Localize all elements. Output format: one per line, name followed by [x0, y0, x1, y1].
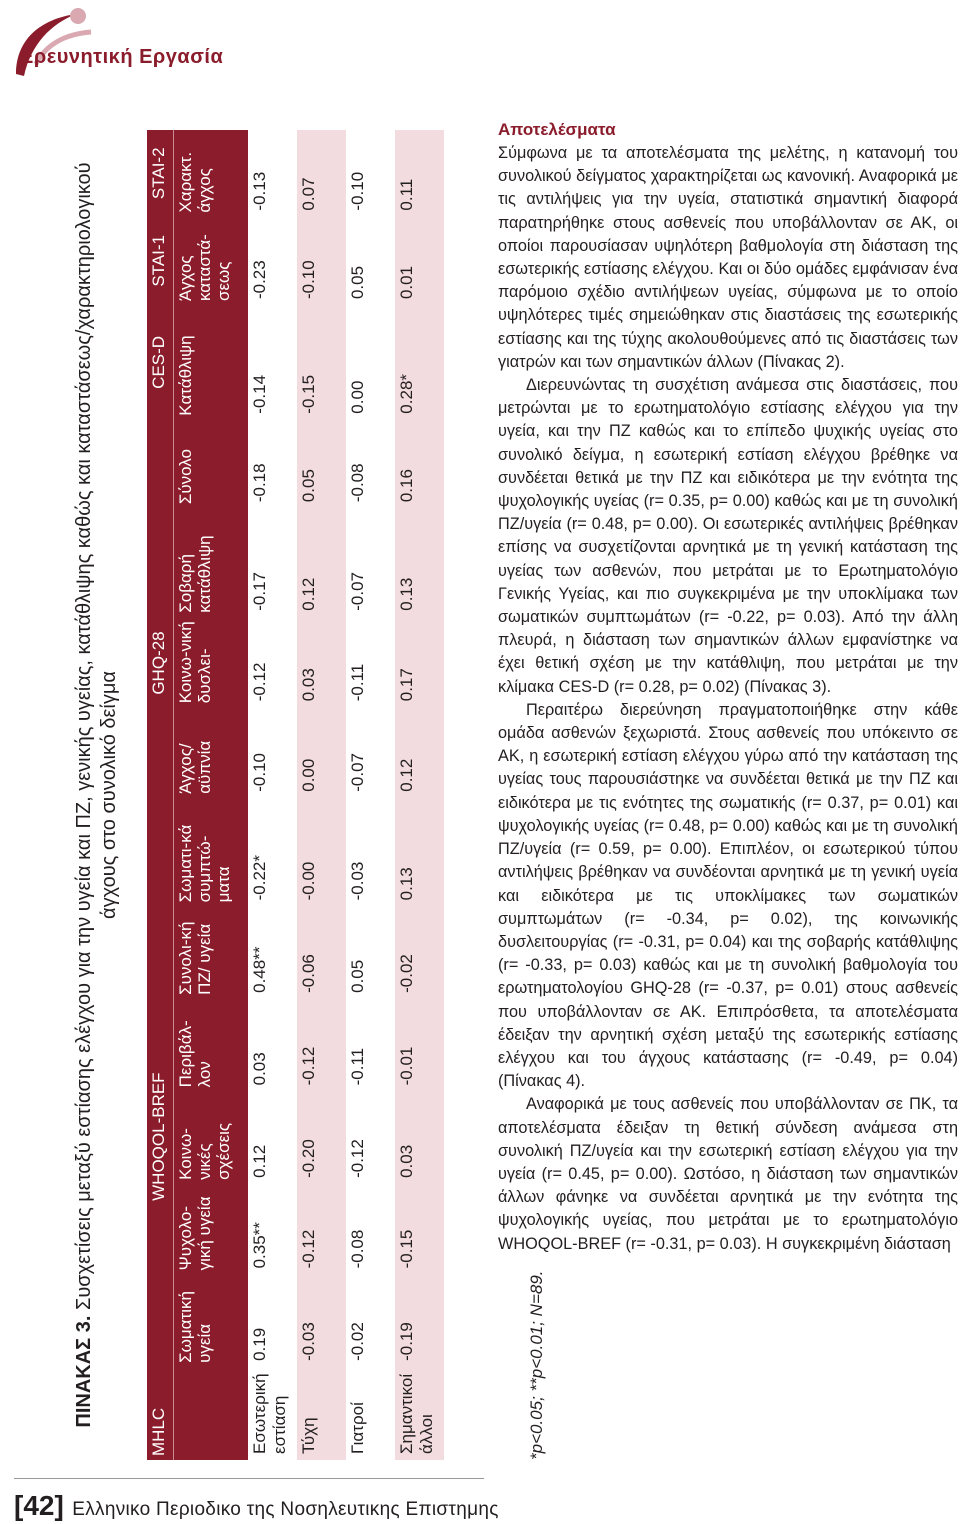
table-cell: 0.12: [248, 1091, 297, 1184]
table-row: [395, 130, 444, 1460]
table-cell: -0.12: [297, 1184, 346, 1275]
table-cell: -0.07: [346, 508, 395, 617]
column-header: Άγχος καταστά-σεως: [174, 217, 249, 305]
column-header: Σύνολο: [174, 420, 249, 508]
table-cell: 0.03: [395, 1091, 444, 1184]
table-title-text: Συσχετίσεις μεταξύ εστίασης ελέγχου για την υγεία και ΠΖ, γενικής υγείας, κατάθλιψης καθώς και καταστάσεως/χαρακτηριολογικού άγχους στο συνολικό δείγμα: [73, 162, 120, 1316]
group-stai2: STAI-2: [147, 130, 174, 217]
table-cell: 0.12: [297, 508, 346, 617]
table-cell: -0.12: [346, 1091, 395, 1184]
paragraph: Διερευνώντας τη συσχέτιση ανάμεσα στις διαστάσεις, που μετρώνται με το ερωτηματολόγιο εστίασης ελέγχου για την υγεία, και την ΠΖ καθώς και το επίπεδο ψυχικής υγείας στο συνολικό δείγμα, η εσωτερική εστίαση ελέγχου βρέθηκε να συνδέεται θετικά με την ΠΖ και ειδικότερα με την ενότητα της ψυχολογικής υγείας (r= 0.35, p= 0.00) καθώς και με τη συνολική ΠΖ/υγεία (r= 0.48, p= 0.00). Οι εσωτερικές αντιλήψεις βρέθηκαν επίσης να συσχετίζονται αρνητικά με τη γενική κατάσταση της υγείας των ασθενών, που μετράται με το Ερωτηματολόγιο Γενικής Υγείας, και πιο συγκεκριμένα με την υποκλίμακα των σωματικών συμπτωμάτων (r= -0.22, p= 0.03). Από την άλλη πλευρά, η διάσταση των σημαντικών άλλων εμφανίστηκε να έχει θετική σχέση με την κατάθλιψη, που μετράται με την κλίμακα CES-D (r= 0.28, p= 0.02) (Πίνακας 3).: [498, 376, 958, 696]
table-cell: 0.05: [346, 906, 395, 999]
table-cell: -0.08: [346, 420, 395, 508]
table-cell: -0.17: [248, 508, 297, 617]
row-label: Τύχη: [297, 1367, 346, 1460]
table-cell: -0.11: [346, 617, 395, 708]
table-cell: -0.08: [346, 1184, 395, 1275]
table-cell: 0.48**: [248, 906, 297, 999]
footer-divider: [14, 1478, 484, 1479]
table-cell: -0.01: [395, 999, 444, 1092]
table-cell: 0.07: [297, 130, 346, 217]
column-header: Περιβάλ-λον: [174, 999, 249, 1092]
row-label: Σημαντικοί άλλοι: [395, 1367, 444, 1460]
table-cell: -0.23: [248, 217, 297, 305]
table-cell: 0.13: [395, 508, 444, 617]
group-whoqol: WHOQOL-BREF: [147, 906, 174, 1367]
table-cell: 0.12: [395, 707, 444, 798]
table-cell: 0.03: [248, 999, 297, 1092]
table-cell: 0.28*: [395, 305, 444, 420]
table-cell: 0.35**: [248, 1184, 297, 1275]
table-cell: 0.17: [395, 617, 444, 708]
results-heading: Αποτελέσματα: [498, 120, 616, 139]
table-row: [248, 130, 297, 1460]
column-header: Χαρακτ. άγχος: [174, 130, 249, 217]
table-cell: -0.15: [395, 1184, 444, 1275]
table-cell: 0.19: [248, 1274, 297, 1367]
journal-name: Ελληνικο Περιοδικο της Νοσηλευτικης Επιστημης: [72, 1499, 499, 1520]
table-cell: -0.14: [248, 305, 297, 420]
column-header: Συνολι-κή ΠΖ/ υγεία: [174, 906, 249, 999]
table-cell: 0.01: [395, 217, 444, 305]
table-cell: 0.00: [346, 305, 395, 420]
row-label: Γιατροί: [346, 1367, 395, 1460]
column-header: Σοβαρή κατάθλιψη: [174, 508, 249, 617]
table-cell: 0.11: [395, 130, 444, 217]
table-cell: 0.00: [297, 707, 346, 798]
rotated-table-block: [72, 0, 572, 1460]
table-cell: 0.03: [297, 617, 346, 708]
column-header: Κατάθλιψη: [174, 305, 249, 420]
table-row: [297, 130, 346, 1460]
column-header: Κοινω-νική δυσλει-: [174, 617, 249, 708]
column-header: Κοινω-νικές σχέσεις: [174, 1091, 249, 1184]
page-number: [42]: [14, 1490, 64, 1521]
header-blank: [174, 1367, 249, 1460]
table-cell: -0.03: [346, 798, 395, 907]
group-stai1: STAI-1: [147, 217, 174, 305]
column-header: Σωματι-κά συμπτώ-ματα: [174, 798, 249, 907]
table-cell: -0.22*: [248, 798, 297, 907]
table-cell: -0.12: [248, 617, 297, 708]
table-cell: -0.10: [248, 707, 297, 798]
table-cell: 0.05: [297, 420, 346, 508]
correlation-table: [147, 130, 444, 1460]
column-header: Άγχος/ αϋπνία: [174, 707, 249, 798]
table-footnote: *p<0.05; **p<0.01; N=89.: [527, 1270, 546, 1460]
table-cell: -0.06: [297, 906, 346, 999]
paragraph: Περαιτέρω διερεύνηση πραγματοποιήθηκε στην κάθε ομάδα ασθενών ξεχωριστά. Στους ασθενείς που υπόκειντο σε ΑΚ, η εσωτερική εστίαση ελέγχου γύρω από την κατάσταση της υγείας τους παρουσιάστηκε να συνδέεται θετικά με την ΠΖ και ειδικότερα με τις ενότητες της σωματικής (r= 0.37, p= 0.01) και ψυχολογικής υγείας (r= 0.48, p= 0.00) καθώς και με τη συνολική ΠΖ/υγεία (r= 0.59, p= 0.00). Επιπλέον, οι εσωτερικού τύπου αντιλήψεις βρέθηκαν να συνδέονται αρνητικά με τη γενική υγεία και ειδικότερα με τις υποκλίμακες των σωματικών συμπτωμάτων (r= -0.34, p= 0.02), της κοινωνικής δυσλειτουργίας (r= -0.31, p= 0.04) και της σοβαρής κατάθλιψης (r= -0.33, p= 0.03) καθώς και με τη συνολική βαθμολογία του ερωτηματολογίου GHQ-28 (r= -0.37, p= 0.01) στους ασθενείς που υποβάλλονταν σε ΑΚ. Επιπρόσθετα, τα αποτελέσματα έδειξαν την αρνητική σχέση μεταξύ της εσωτερικής εστίασης ελέγχου και του άγχους κατάστασης (r= -0.49, p= 0.04) (Πίνακας 4).: [498, 700, 958, 1091]
table-cell: -0.15: [297, 305, 346, 420]
table-cell: -0.07: [346, 707, 395, 798]
row-label: Εσωτερική εστίαση: [248, 1367, 297, 1460]
table-cell: -0.12: [297, 999, 346, 1092]
paragraph: Αναφορικά με τους ασθενείς που υποβάλλονταν σε ΠΚ, τα αποτελέσματα έδειξαν τη θετική σύνδεση ανάμεσα στη συνολική ΠΖ/υγεία και την εσωτερική εστίαση ελέγχου για την υγεία (r= 0.45, p= 0.00). Ωστόσο, η διάσταση των σημαντικών άλλων φάνηκε να συνδέεται αρνητικά με την ενότητα της ψυχολογικής υγείας, που μετράται με το ερωτηματολόγιο WHOQOL-BREF (r= -0.31, p= 0.03). Η συγκεκριμένη διάσταση: [498, 1095, 958, 1253]
group-cesd: CES-D: [147, 305, 174, 420]
page-footer: [14, 1490, 499, 1522]
table-cell: -0.11: [346, 999, 395, 1092]
group-ghq: GHQ-28: [147, 420, 174, 907]
table-cell: 0.16: [395, 420, 444, 508]
table-cell: -0.00: [297, 798, 346, 907]
table-cell: 0.13: [395, 798, 444, 907]
section-title: Ερευνητική Εργασία: [20, 46, 224, 68]
table-title-label: ΠΙΝΑΚΑΣ 3.: [73, 1315, 95, 1428]
group-mhlc: MHLC: [147, 1367, 174, 1460]
paragraph: Σύμφωνα με τα αποτελέσματα της μελέτης, η κατανομή του συνολικού δείγματος χαρακτηρίζεται ως κανονική. Αναφορικά με τις αντιλήψεις για την υγεία, στατιστικά σημαντική διαφορά παρατηρήθηκε στους ασθενείς που υποβάλλονταν σε ΑΚ, οι οποίοι παρουσίασαν υψηλότερη βαθμολογία στη διάσταση της εσωτερικής εστίασης ελέγχου. Και οι δύο ομάδες εμφάνισαν ένα παρόμοιο σχέδιο αντιλήψεων υγείας, σύμφωνα με το οποίο υψηλότερες τιμές σημειώθηκαν στις διαστάσεις της εσωτερικής εστίασης και της τύχης ακολουθούμενες από τις διαστάσεις των γιατρών και των σημαντικών άλλων (Πίνακας 2).: [498, 144, 958, 371]
table-cell: 0.05: [346, 217, 395, 305]
table-cell: -0.02: [395, 906, 444, 999]
table-cell: -0.03: [297, 1274, 346, 1367]
table-cell: -0.10: [346, 130, 395, 217]
table-cell: -0.02: [346, 1274, 395, 1367]
table-cell: -0.18: [248, 420, 297, 508]
column-header: Ψυχολο-γική υγεία: [174, 1184, 249, 1275]
table-cell: -0.19: [395, 1274, 444, 1367]
table-cell: -0.20: [297, 1091, 346, 1184]
table-title: [72, 130, 122, 1460]
table-row: [346, 130, 395, 1460]
table-cell: -0.13: [248, 130, 297, 217]
article-column: [498, 118, 958, 1256]
table-cell: -0.10: [297, 217, 346, 305]
column-header: Σωματική υγεία: [174, 1274, 249, 1367]
